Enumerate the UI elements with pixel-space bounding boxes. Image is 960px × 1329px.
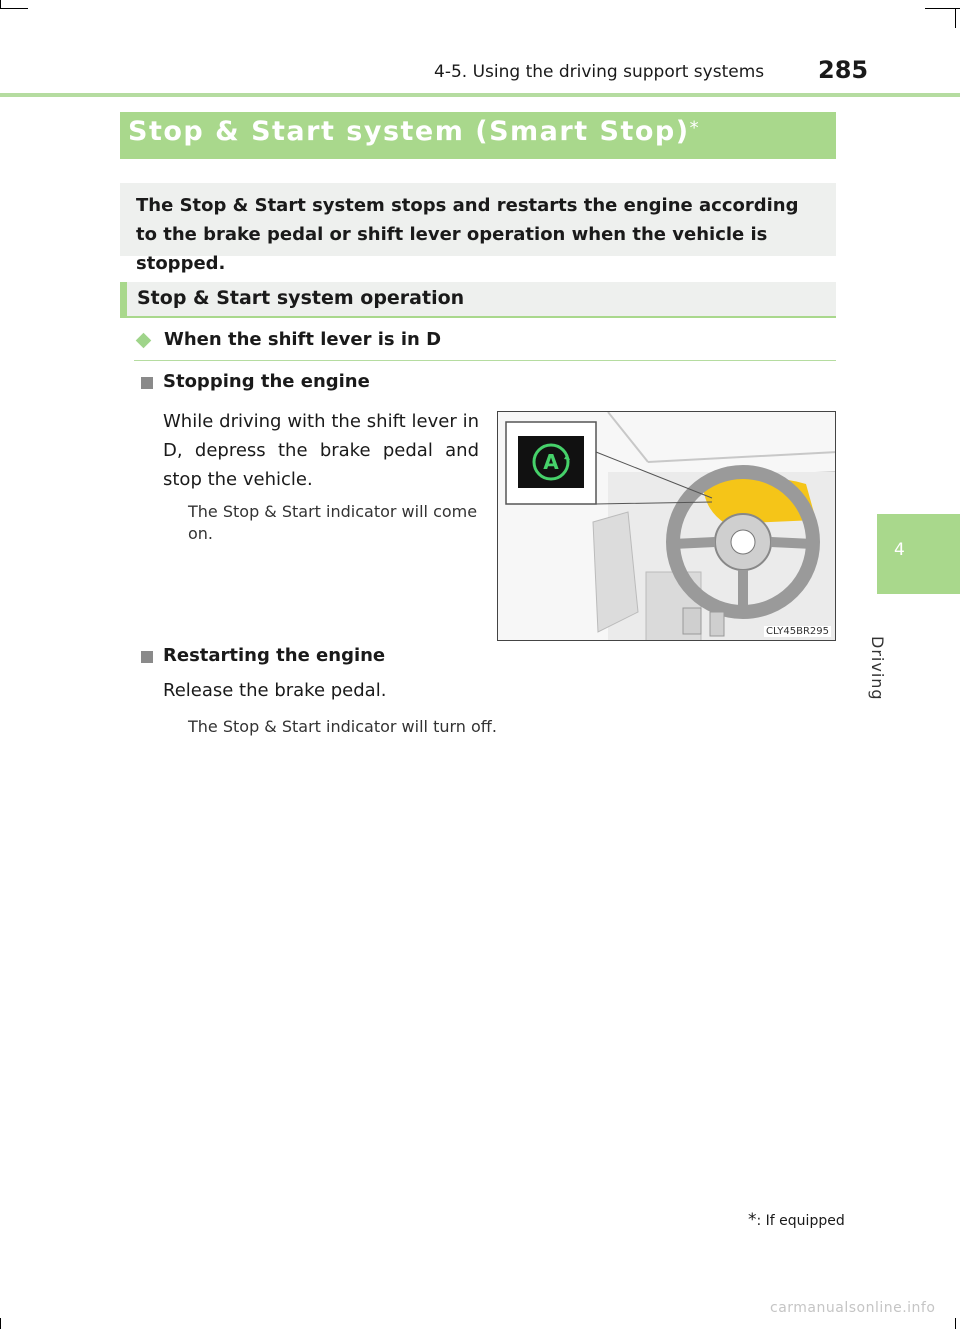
crop-mark	[955, 1318, 956, 1329]
header-rule	[0, 93, 960, 97]
section-heading: Stop & Start system operation	[137, 287, 465, 309]
restarting-heading: Restarting the engine	[163, 645, 386, 666]
equipped-marker: *	[689, 117, 699, 139]
subsection-row	[134, 328, 836, 361]
crop-mark	[955, 8, 956, 28]
page-number: 285	[818, 56, 869, 84]
dashboard-illustration	[498, 412, 836, 641]
crop-mark	[0, 8, 28, 9]
page-title-band	[120, 112, 836, 159]
chapter-tab	[877, 514, 960, 594]
crop-mark	[0, 1318, 1, 1329]
section-header: 4-5. Using the driving support systems	[434, 62, 765, 82]
footnote-text: : If equipped	[756, 1213, 845, 1229]
chapter-number: 4	[894, 540, 905, 560]
steering-wheel-illustration	[497, 411, 836, 641]
footnote-mark: *	[748, 1210, 757, 1230]
indicator-letter: A	[543, 450, 559, 474]
stopping-note: The Stop & Start indicator will come on.	[188, 502, 478, 543]
restarting-body: Release the brake pedal.	[163, 680, 387, 701]
watermark: carmanualsonline.info	[770, 1300, 936, 1316]
diamond-bullet-icon	[136, 333, 152, 349]
square-bullet-icon	[141, 651, 153, 663]
footnote	[748, 1210, 845, 1230]
square-bullet-icon	[141, 377, 153, 389]
section-heading-accent	[120, 282, 127, 318]
intro-box: The Stop & Start system stops and restarts the engine according to the brake pedal or shift lever operation when the vehicle is stopped.	[120, 183, 836, 256]
figure-code: CLY45BR295	[766, 626, 829, 637]
stopping-body: While driving with the shift lever in D, depress the brake pedal and stop the vehicle.	[163, 411, 479, 490]
crop-mark	[0, 0, 1, 8]
page-title: Stop & Start system (Smart Stop)	[128, 116, 690, 147]
stopping-heading: Stopping the engine	[163, 371, 370, 392]
restarting-note: The Stop & Start indicator will turn off.	[188, 717, 497, 736]
chapter-label: Driving	[868, 636, 887, 701]
section-heading-band	[120, 282, 836, 318]
subsection-heading: When the shift lever is in D	[164, 329, 442, 350]
